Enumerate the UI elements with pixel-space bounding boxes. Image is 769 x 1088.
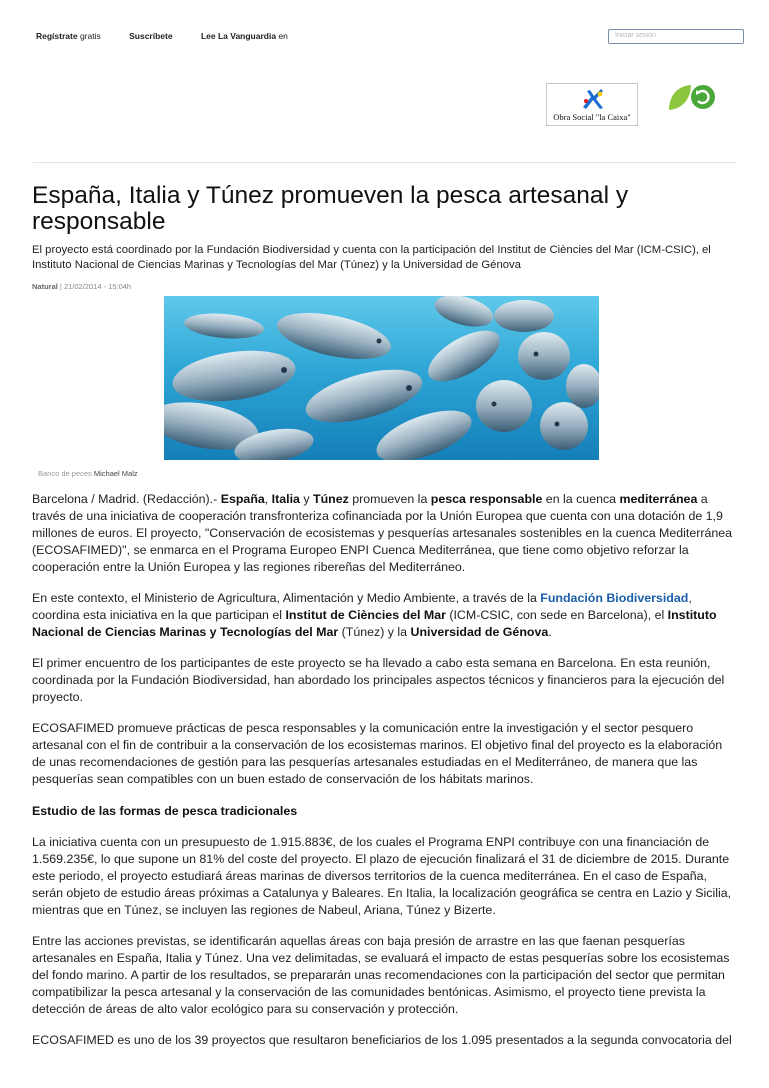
paragraph: La iniciativa cuenta con un presupuesto de 1.915.883€, de los cuales el Programa ENPI contribuye con una financiación de 1.569.235€, lo que supone un 81% del coste del proyecto. El plazo de ejecución finalizará el 31 de diciembre de 2015. Durante este periodo, el proyecto estudiará áreas marinas de diversos territorios de la cuenca mediterránea. En el caso de España, serán objeto de estudio áreas próximas a Catalunya y Baleares. En Italia, la localización geográfica se centra en Lazio y Sicilia, mientras que en Túnez, se incluyen las regiones de Nabeul, Ariana, Túnez y Bizerte. (32, 835, 732, 917)
paragraph: ECOSAFIMED es uno de los 39 proyectos que resultaron beneficiarios de los 1.095 presentados a la segunda convocatoria del (32, 1033, 732, 1048)
photo-author: Michael Malz (93, 469, 138, 478)
paragraph: En este contexto, el Ministerio de Agricultura, Alimentación y Medio Ambiente, a través de la Fundación Biodiversidad, coordina esta iniciativa en la que participan el Institut de Ciències del Mar (ICM-CSIC, con sede en Barcelona), el Instituto Nacional de Ciencias Marinas y Tecnologías del Mar (Túnez) y la Universidad de Génova. (32, 591, 717, 639)
section-heading: Estudio de las formas de pesca tradicionales (32, 803, 298, 818)
paragraph: Entre las acciones previstas, se identificarán aquellas áreas con baja presión de arrastre en las que faenan pesquerías artesanales en España, Italia y Túnez. Una vez delimitadas, se evaluará el impacto de estas pesquerías sobre los ecosistemas del fondo marino. A partir de los resultados, se prepararán unas recomendaciones con la participación del sector que permitan compatibilizar la pesca artesanal y la conservación de las comunidades bentónicas. Asimismo, el proyecto tiene prevista la detección de áreas de alto valor ecológico para su conservación y protección. (32, 934, 730, 1016)
photo-caption: Banco de peces Michael Malz (38, 469, 138, 478)
section-link[interactable]: Natural (32, 282, 58, 291)
article-body (32, 491, 738, 1063)
article-photo (164, 296, 599, 460)
fundacion-biodiversidad-link[interactable]: Fundación Biodiversidad (540, 591, 689, 606)
article-subtitle: El proyecto está coordinado por la Fundación Biodiversidad y cuenta con la participación del Institut de Ciències del Mar (ICM-CSIC), el Instituto Nacional de Ciencias Marinas y Tecnologías del Mar (Túnez) y la Universidad de Génova (32, 244, 711, 271)
article-title: España, Italia y Túnez promueven la pesca artesanal y responsable (32, 182, 629, 235)
obra-social-la-caixa-logo[interactable] (546, 83, 638, 126)
register-link[interactable]: Regístrate gratis (36, 31, 101, 41)
article-date: | 21/02/2014 - 15:04h (57, 282, 132, 291)
top-links (36, 31, 314, 41)
subscribe-link[interactable]: Suscríbete (129, 31, 173, 41)
paragraph: Barcelona / Madrid. (Redacción).- España, Italia y Túnez promueven la pesca responsable en la cuenca mediterránea a través de una iniciativa de cooperación transfronteriza cofinanciada por la Unión Europea que cuenta con una dotación de 1,9 millones de euros. El proyecto, "Conservación de ecosistemas y pesquerías artesanales sostenibles en la cuenca Mediterránea (ECOSAFIMED)", se enmarca en el Programa Europeo ENPI Cuenca Mediterránea, que tiene como objetivo reforzar la cooperación entre la Unión Europea y las regiones ribereñas del Mediterráneo. (32, 492, 733, 574)
header-divider (33, 162, 736, 163)
sponsor-label: Obra Social "la Caixa" (553, 112, 631, 122)
green-leaf-logo[interactable] (667, 82, 717, 112)
article-meta (32, 282, 131, 291)
read-in-link[interactable]: Lee La Vanguardia en (200, 31, 288, 41)
paragraph: El primer encuentro de los participantes de este proyecto se ha llevado a cabo esta semana en Barcelona. En esta reunión, coordinada por la Fundación Biodiversidad, han abordado los principales aspectos técnicos y financieros para la ejecución del proyecto. (32, 656, 725, 705)
la-caixa-star-icon (577, 87, 609, 111)
fish-school-image (164, 296, 599, 460)
paragraph: ECOSAFIMED promueve prácticas de pesca responsables y la comunicación entre la investigación y el sector pesquero artesanal con el fin de contribuir a la conservación de los ecosistemas marinos. El objetivo final del proyecto es la elaboración de unas recomendaciones de gestión para las pesquerías artesanales estudiadas en el Mediterráneo, de manera que las pesquerías sean compatibles con un buen estado de conservación de los hábitats marinos. (32, 721, 723, 787)
login-input[interactable]: Iniciar sesión (608, 29, 744, 44)
